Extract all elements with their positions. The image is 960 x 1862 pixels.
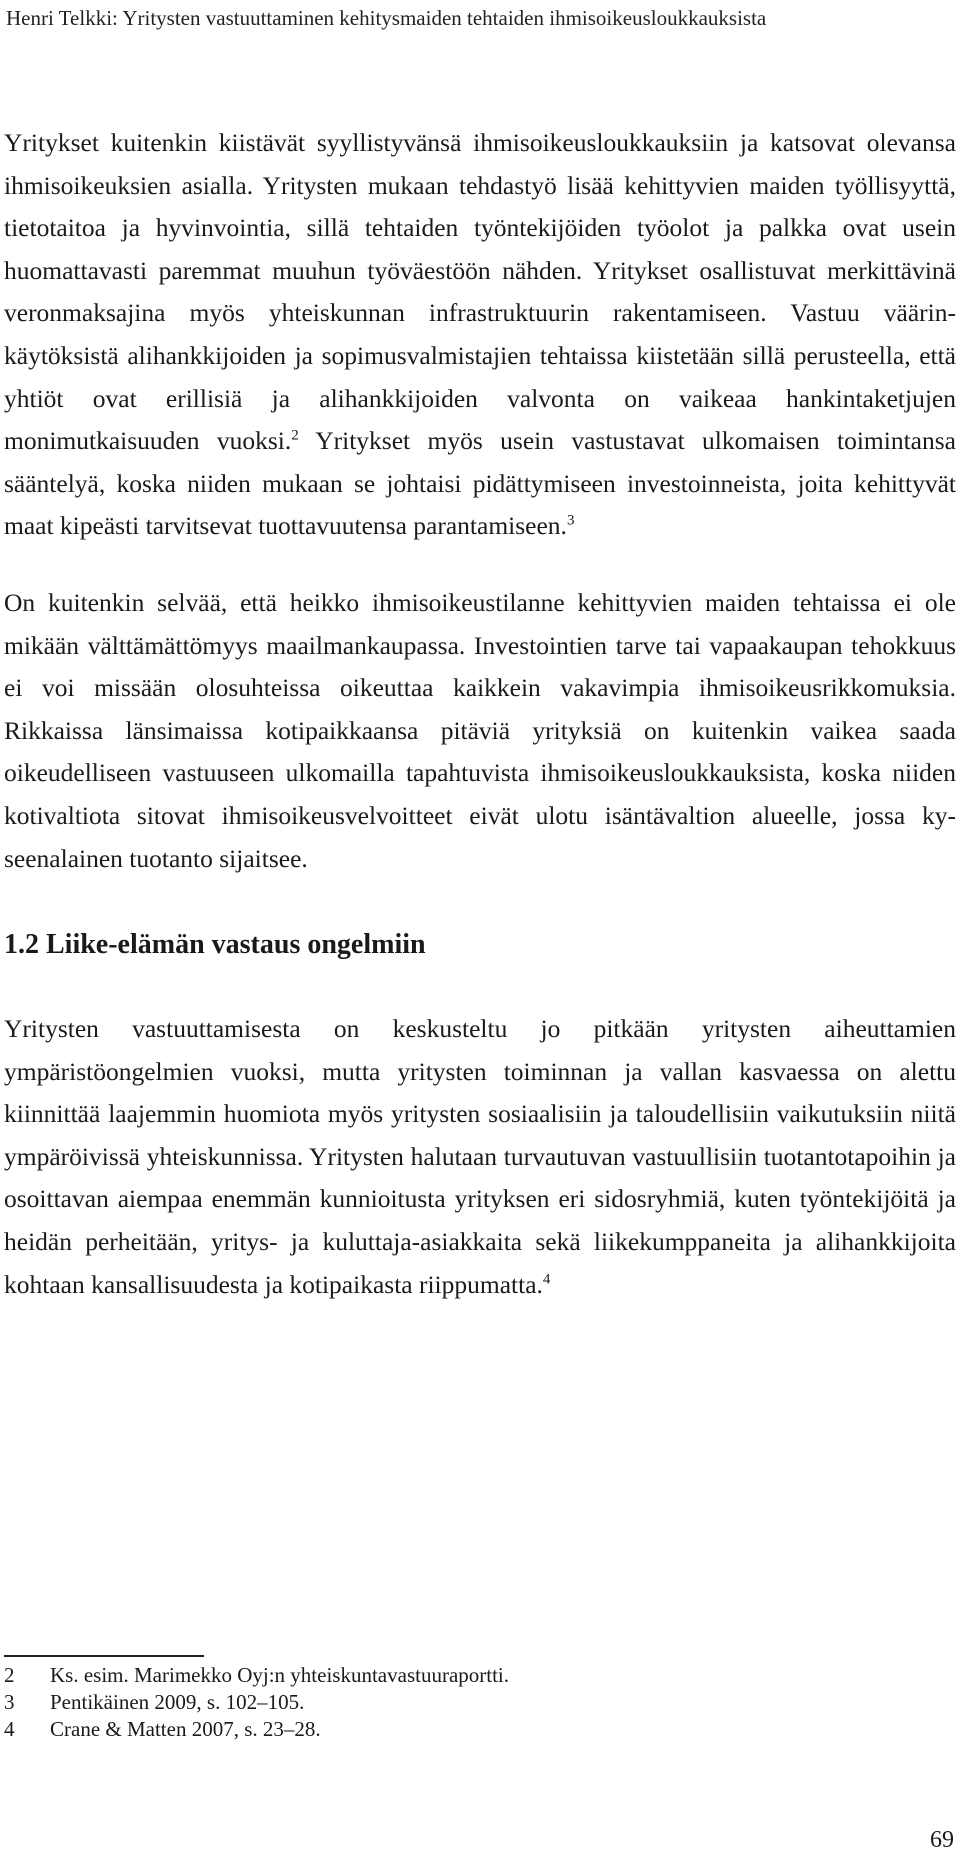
footnote-2 [4,1662,904,1689]
footnote-ref-2[interactable]: 2 [291,427,299,444]
paragraph-2-text: On kuitenkin selvää, että heikko ihmisoikeustilanne kehittyvien maiden tehtaissa ei ole mikään välttämättömyys maailmankaupassa. Investointien tarve tai vapaakaupan tehokkuus ei voi missään olosuhteissa oikeuttaa kaikkein vakavimpia ihmisoikeusrikkomuksia. Rikkaissa länsimaissa kotipaikkaansa pitäviä yrityksiä on kuitenkin vaikea saada oikeudelliseen vastuuseen ulkomailla tapahtuvista ihmisoikeusloukkauksista, koska niiden kotivaltiota sitovat ihmisoikeusvelvoitteet eivät ulotu isäntävaltion alueelle, jossa kyseenalainen tuotanto sijaitsee. [4,587,956,873]
footnote-divider [4,1655,204,1657]
footnote-ref-4[interactable]: 4 [542,1271,551,1288]
paragraph-1-text-a: Yritykset kuitenkin kiistävät syyllistyvänsä ihmisoikeusloukkauksiin ja katsovat olevansa ihmisoikeuksien asialla. Yritysten mukaan tehdastyö lisää kehittyvien maiden työllisyyttä, tietotaitoa ja hyvinvointia, sillä tehtaiden työntekijöiden työolot ja palkka ovat usein huomattavasti paremmat muuhun työväestöön nähden. Yritykset osallistuvat merkittävinä veronmaksajina myös yhteiskunnan infrastruktuurin rakentamiseen. Vastuu väärinkäytöksistä alihankkijoiden ja sopimusvalmistajien tehtaissa kiistetään sillä perusteella, että yhtiöt ovat erillisiä ja alihankkijoiden valvonta on vaikeaa hankintaketjujen monimutkaisuuden vuoksi. [4,128,956,456]
section-heading: 1.2 Liike-elämän vastaus ongelmiin [4,929,426,961]
paragraph-1 [4,122,956,548]
page-number: 69 [930,1827,954,1853]
footnote-ref-3[interactable]: 3 [566,512,575,529]
footnote-text: Crane & Matten 2007, s. 23–28. [50,1717,321,1741]
footnote-number: 4 [4,1717,15,1741]
paragraph-1-text-b: Yritykset myös usein vastustavat ulkomaisen toimintansa sääntelyä, koska niiden mukaan se johtaisi pidättymiseen investoinneista, joita kehittyvät maat kipeästi tarvitsevat tuottavuutensa parantamiseen. [4,426,956,541]
paragraph-2 [4,582,956,880]
footnote-3 [4,1689,904,1716]
paragraph-3 [4,1008,956,1306]
footnote-number: 2 [4,1663,15,1687]
footnote-number: 3 [4,1690,15,1714]
footnote-text: Ks. esim. Marimekko Oyj:n yhteiskuntavastuuraportti. [50,1663,510,1687]
body-text [4,122,956,1306]
footnotes [4,1662,904,1743]
running-head: Henri Telkki: Yritysten vastuuttaminen kehitysmaiden tehtaiden ihmisoikeusloukkauksista [6,6,767,30]
paragraph-3-text: Yritysten vastuuttamisesta on keskusteltu jo pitkään yritysten aiheuttamien ympäristöongelmien vuoksi, mutta yritysten toiminnan ja vallan kasvaessa on alettu kiinnittää laajemmin huomiota myös yritysten sosiaalisiin ja taloudellisiin vaikutuksiin niitä ympäröivissä yhteiskunnissa. Yritysten halutaan turvautuvan vastuullisiin tuotantotapoihin ja osoittavan aiempaa enemmän kunnioitusta yrityksen eri sidosryhmiä, kuten työntekijöitä ja heidän perheitään, yritys- ja kuluttaja-asiakkaita sekä liikekumppaneita ja alihankkijoita kohtaan kansallisuudesta ja kotipaikasta riippumatta. [4,1014,956,1299]
footnote-4 [4,1716,904,1743]
footnote-text: Pentikäinen 2009, s. 102–105. [50,1690,305,1714]
